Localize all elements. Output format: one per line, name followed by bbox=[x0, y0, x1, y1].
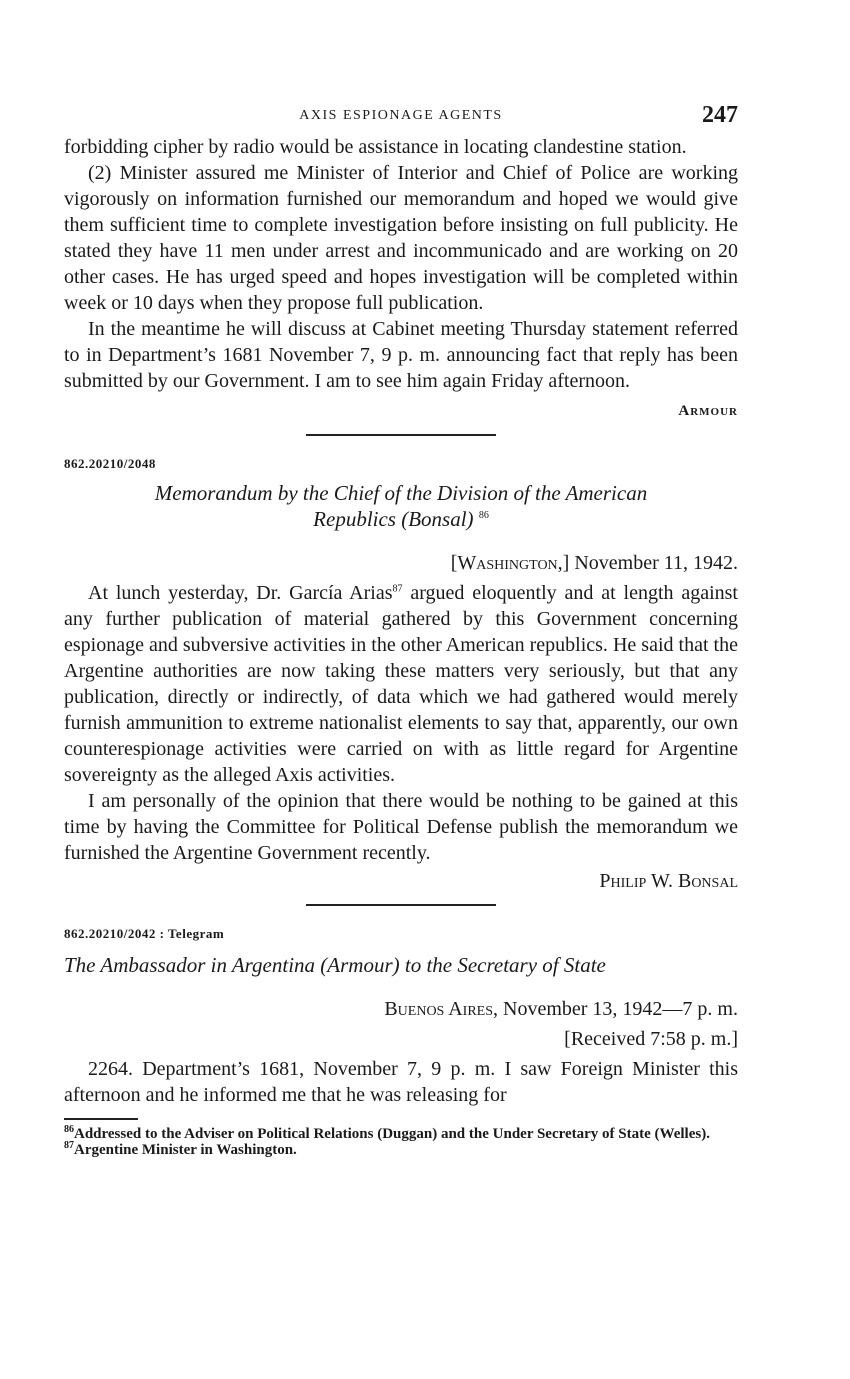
signature-armour: Armour bbox=[678, 403, 738, 419]
footnote-text-87: Argentine Minister in Washington. bbox=[74, 1142, 297, 1158]
dateline-date: November 13, 1942—7 p. m. bbox=[503, 998, 738, 1020]
paragraph-lunch bbox=[64, 580, 738, 788]
footnote-87 bbox=[64, 1142, 738, 1158]
paragraph-2264: 2264. Department’s 1681, November 7, 9 p. m. I saw Foreign Minister this afternoon and he informed me that he was releasing for bbox=[64, 1058, 738, 1106]
section-divider bbox=[306, 434, 496, 436]
paragraph-lunch-a: At lunch yesterday, Dr. García Arias bbox=[88, 582, 393, 604]
paragraph-minister-assured: (2) Minister assured me Minister of Interior and Chief of Police are working vigorously on information furnished our memorandum and hoped we would give them sufficient time to complete investigation before insisting on full publicity. He stated they have 11 men under arrest and incommunicado and are working on 20 other cases. He has urged speed and hopes investigation will be completed within week or 10 days when they propose full publication. bbox=[64, 162, 738, 314]
telegram-title: The Ambassador in Argentina (Armour) to the Secretary of State bbox=[64, 953, 606, 977]
paragraph-opinion: I am personally of the opinion that there would be nothing to be gained at this time by having the Committee for Political Defense publish the memorandum we furnished the Argentine Government recently. bbox=[64, 790, 738, 864]
footnotes bbox=[64, 1126, 738, 1158]
dateline-place: Buenos Aires, bbox=[384, 998, 499, 1020]
footnote-mark-87: 87 bbox=[64, 1140, 74, 1151]
footnote-ref-86: 86 bbox=[478, 510, 489, 521]
running-header bbox=[64, 96, 738, 134]
dateline-place: [Washington,] bbox=[450, 552, 570, 574]
file-number-2048: 862.20210/2048 bbox=[64, 456, 156, 471]
paragraph-lunch-b: argued eloquently and at length against any further publication of material gathered by this Government concerning espionage and subversive activities in the other American republics. He said that the Argentine authorities are now taking these matters very seriously, but that any publication, directly or indirectly, of data which we had gathered would merely furnish ammunition to extreme nationalist elements to say that, apparently, our own counterespionage activities were carried on with as little regard for Argentine sovereignty as the alleged Axis activities. bbox=[64, 582, 738, 786]
file-number-2042: 862.20210/2042 : Telegram bbox=[64, 926, 225, 941]
running-title: AXIS ESPIONAGE AGENTS bbox=[299, 108, 503, 123]
document-page bbox=[64, 96, 738, 1158]
received-time: [Received 7:58 p. m.] bbox=[564, 1028, 738, 1050]
footnote-mark-86: 86 bbox=[64, 1124, 74, 1135]
paragraph-meantime: In the meantime he will discuss at Cabinet meeting Thursday statement referred to in Department’s 1681 November 7, 9 p. m. announcing fact that reply has been submitted by our Government. I am to see him again Friday afternoon. bbox=[64, 318, 738, 392]
section-divider bbox=[306, 904, 496, 906]
footnote-86 bbox=[64, 1126, 738, 1142]
memorandum-title bbox=[64, 480, 738, 532]
footnote-text-86: Addressed to the Adviser on Political Relations (Duggan) and the Under Secretary of State (Welles). bbox=[74, 1126, 710, 1142]
paragraph-continued: forbidding cipher by radio would be assistance in locating clandestine station. bbox=[64, 136, 687, 158]
memorandum-title-line1: Memorandum by the Chief of the Division of the American bbox=[154, 481, 648, 505]
footnote-rule bbox=[64, 1118, 138, 1120]
page-number: 247 bbox=[702, 102, 738, 128]
dateline-buenos-aires bbox=[64, 996, 738, 1022]
signature-bonsal: Philip W. Bonsal bbox=[599, 870, 738, 892]
memorandum-title-line2: Republics (Bonsal) bbox=[313, 507, 474, 531]
footnote-ref-87: 87 bbox=[392, 583, 403, 595]
dateline-date: November 11, 1942. bbox=[574, 552, 738, 574]
dateline-washington bbox=[64, 550, 738, 576]
